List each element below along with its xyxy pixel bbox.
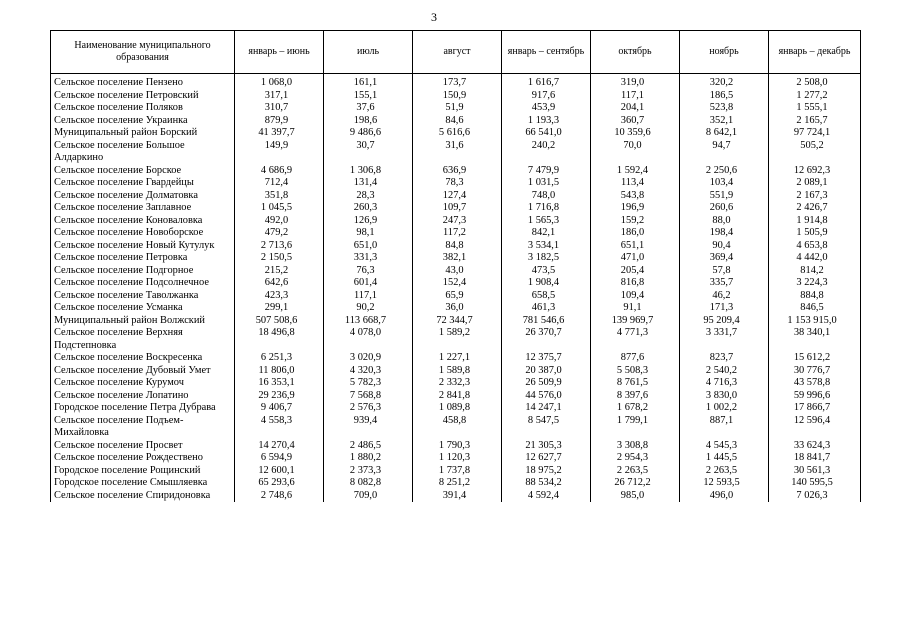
value-cell: 150,9 xyxy=(413,90,502,103)
value-cell: 391,4 xyxy=(413,490,502,503)
value-cell: 4 545,3 xyxy=(680,440,769,453)
value-cell: 712,4 xyxy=(235,177,324,190)
value-cell: 117,1 xyxy=(324,290,413,303)
value-cell: 917,6 xyxy=(502,90,591,103)
municipality-name-cell: Сельское поселение Усманка xyxy=(51,302,235,315)
value-cell: 884,8 xyxy=(769,290,861,303)
municipality-name-cell: Сельское поселение Петровка xyxy=(51,252,235,265)
table-row xyxy=(51,177,861,190)
table-row xyxy=(51,490,861,503)
value-cell: 382,1 xyxy=(413,252,502,265)
value-cell: 2 713,6 xyxy=(235,240,324,253)
value-cell: 70,0 xyxy=(591,140,680,165)
header-period-column: ноябрь xyxy=(680,31,769,74)
value-cell: 4 716,3 xyxy=(680,377,769,390)
value-cell: 3 020,9 xyxy=(324,352,413,365)
value-cell: 90,2 xyxy=(324,302,413,315)
value-cell: 3 224,3 xyxy=(769,277,861,290)
value-cell: 2 508,0 xyxy=(769,74,861,90)
value-cell: 2 576,3 xyxy=(324,402,413,415)
value-cell: 2 263,5 xyxy=(680,465,769,478)
table-row xyxy=(51,215,861,228)
value-cell: 173,7 xyxy=(413,74,502,90)
municipality-name-cell: Сельское поселение Долматовка xyxy=(51,190,235,203)
value-cell: 453,9 xyxy=(502,102,591,115)
value-cell: 155,1 xyxy=(324,90,413,103)
value-cell: 1 914,8 xyxy=(769,215,861,228)
value-cell: 2 841,8 xyxy=(413,390,502,403)
value-cell: 4 653,8 xyxy=(769,240,861,253)
value-cell: 2 089,1 xyxy=(769,177,861,190)
value-cell: 8 642,1 xyxy=(680,127,769,140)
value-cell: 319,0 xyxy=(591,74,680,90)
value-cell: 12 692,3 xyxy=(769,165,861,178)
value-cell: 30 561,3 xyxy=(769,465,861,478)
header-row xyxy=(51,31,861,74)
table-body xyxy=(51,74,861,503)
value-cell: 109,4 xyxy=(591,290,680,303)
value-cell: 159,2 xyxy=(591,215,680,228)
value-cell: 17 866,7 xyxy=(769,402,861,415)
value-cell: 2 373,3 xyxy=(324,465,413,478)
value-cell: 6 594,9 xyxy=(235,452,324,465)
value-cell: 12 627,7 xyxy=(502,452,591,465)
municipality-name-cell: Сельское поселение Рождествено xyxy=(51,452,235,465)
value-cell: 20 387,0 xyxy=(502,365,591,378)
municipality-name-cell: Сельское поселение Новоборское xyxy=(51,227,235,240)
value-cell: 57,8 xyxy=(680,265,769,278)
value-cell: 161,1 xyxy=(324,74,413,90)
value-cell: 95 209,4 xyxy=(680,315,769,328)
municipality-name-cell: Сельское поселение Курумоч xyxy=(51,377,235,390)
value-cell: 1 445,5 xyxy=(680,452,769,465)
value-cell: 331,3 xyxy=(324,252,413,265)
value-cell: 8 761,5 xyxy=(591,377,680,390)
value-cell: 29 236,9 xyxy=(235,390,324,403)
value-cell: 94,7 xyxy=(680,140,769,165)
table-row xyxy=(51,90,861,103)
value-cell: 887,1 xyxy=(680,415,769,440)
value-cell: 2 954,3 xyxy=(591,452,680,465)
value-cell: 335,7 xyxy=(680,277,769,290)
table-row xyxy=(51,127,861,140)
value-cell: 2 748,6 xyxy=(235,490,324,503)
value-cell: 2 332,3 xyxy=(413,377,502,390)
value-cell: 781 546,6 xyxy=(502,315,591,328)
value-cell: 2 486,5 xyxy=(324,440,413,453)
value-cell: 127,4 xyxy=(413,190,502,203)
value-cell: 6 251,3 xyxy=(235,352,324,365)
value-cell: 877,6 xyxy=(591,352,680,365)
table-row xyxy=(51,477,861,490)
value-cell: 8 251,2 xyxy=(413,477,502,490)
table-row xyxy=(51,227,861,240)
value-cell: 299,1 xyxy=(235,302,324,315)
value-cell: 30 776,7 xyxy=(769,365,861,378)
value-cell: 1 227,1 xyxy=(413,352,502,365)
value-cell: 90,4 xyxy=(680,240,769,253)
value-cell: 369,4 xyxy=(680,252,769,265)
value-cell: 109,7 xyxy=(413,202,502,215)
value-cell: 310,7 xyxy=(235,102,324,115)
value-cell: 2 165,7 xyxy=(769,115,861,128)
value-cell: 97 724,1 xyxy=(769,127,861,140)
value-cell: 2 150,5 xyxy=(235,252,324,265)
header-period-column: октябрь xyxy=(591,31,680,74)
value-cell: 473,5 xyxy=(502,265,591,278)
municipality-name-cell: Сельское поселение Подсолнечное xyxy=(51,277,235,290)
value-cell: 18 841,7 xyxy=(769,452,861,465)
header-period-column: июль xyxy=(324,31,413,74)
municipality-name-cell: Сельское поселение Лопатино xyxy=(51,390,235,403)
value-cell: 317,1 xyxy=(235,90,324,103)
value-cell: 16 353,1 xyxy=(235,377,324,390)
value-cell: 59 996,6 xyxy=(769,390,861,403)
municipality-name-cell: Сельское поселение Заплавное xyxy=(51,202,235,215)
value-cell: 1 565,3 xyxy=(502,215,591,228)
value-cell: 458,8 xyxy=(413,415,502,440)
municipality-name-cell: Сельское поселение Воскресенка xyxy=(51,352,235,365)
value-cell: 30,7 xyxy=(324,140,413,165)
value-cell: 5 782,3 xyxy=(324,377,413,390)
value-cell: 985,0 xyxy=(591,490,680,503)
municipality-name-cell: Сельское поселение Просвет xyxy=(51,440,235,453)
value-cell: 7 026,3 xyxy=(769,490,861,503)
value-cell: 423,3 xyxy=(235,290,324,303)
value-cell: 113,4 xyxy=(591,177,680,190)
value-cell: 4 078,0 xyxy=(324,327,413,352)
value-cell: 43,0 xyxy=(413,265,502,278)
value-cell: 642,6 xyxy=(235,277,324,290)
municipality-name-cell: Сельское поселение Украинка xyxy=(51,115,235,128)
value-cell: 1 120,3 xyxy=(413,452,502,465)
value-cell: 36,0 xyxy=(413,302,502,315)
value-cell: 41 397,7 xyxy=(235,127,324,140)
value-cell: 1 737,8 xyxy=(413,465,502,478)
value-cell: 46,2 xyxy=(680,290,769,303)
table-row xyxy=(51,452,861,465)
value-cell: 814,2 xyxy=(769,265,861,278)
value-cell: 351,8 xyxy=(235,190,324,203)
value-cell: 18 975,2 xyxy=(502,465,591,478)
table-row xyxy=(51,315,861,328)
municipality-name-cell: Муниципальный район Борский xyxy=(51,127,235,140)
value-cell: 12 375,7 xyxy=(502,352,591,365)
value-cell: 1 592,4 xyxy=(591,165,680,178)
value-cell: 1 616,7 xyxy=(502,74,591,90)
value-cell: 84,6 xyxy=(413,115,502,128)
value-cell: 31,6 xyxy=(413,140,502,165)
table-header xyxy=(51,31,861,74)
header-name-column: Наименование муниципального образования xyxy=(51,31,235,74)
table-row xyxy=(51,265,861,278)
value-cell: 4 686,9 xyxy=(235,165,324,178)
municipality-name-cell: Сельское поселение Петровский xyxy=(51,90,235,103)
value-cell: 5 616,6 xyxy=(413,127,502,140)
value-cell: 636,9 xyxy=(413,165,502,178)
value-cell: 51,9 xyxy=(413,102,502,115)
value-cell: 3 308,8 xyxy=(591,440,680,453)
value-cell: 4 320,3 xyxy=(324,365,413,378)
value-cell: 247,3 xyxy=(413,215,502,228)
value-cell: 117,2 xyxy=(413,227,502,240)
value-cell: 939,4 xyxy=(324,415,413,440)
table-row xyxy=(51,202,861,215)
value-cell: 117,1 xyxy=(591,90,680,103)
municipality-name-cell: Муниципальный район Волжский xyxy=(51,315,235,328)
table-row xyxy=(51,115,861,128)
value-cell: 1 555,1 xyxy=(769,102,861,115)
value-cell: 11 806,0 xyxy=(235,365,324,378)
value-cell: 4 558,3 xyxy=(235,415,324,440)
municipality-name-cell: Сельское поселение Пензено xyxy=(51,74,235,90)
value-cell: 3 182,5 xyxy=(502,252,591,265)
value-cell: 846,5 xyxy=(769,302,861,315)
value-cell: 38 340,1 xyxy=(769,327,861,352)
value-cell: 72 344,7 xyxy=(413,315,502,328)
value-cell: 1 031,5 xyxy=(502,177,591,190)
table-row xyxy=(51,290,861,303)
value-cell: 171,3 xyxy=(680,302,769,315)
value-cell: 7 479,9 xyxy=(502,165,591,178)
value-cell: 198,4 xyxy=(680,227,769,240)
value-cell: 186,5 xyxy=(680,90,769,103)
value-cell: 2 250,6 xyxy=(680,165,769,178)
table-row xyxy=(51,252,861,265)
value-cell: 1 799,1 xyxy=(591,415,680,440)
table-row xyxy=(51,327,861,352)
table-row xyxy=(51,365,861,378)
value-cell: 1 089,8 xyxy=(413,402,502,415)
value-cell: 1 790,3 xyxy=(413,440,502,453)
value-cell: 131,4 xyxy=(324,177,413,190)
municipality-name-cell: Сельское поселение Коноваловка xyxy=(51,215,235,228)
table-row xyxy=(51,190,861,203)
value-cell: 149,9 xyxy=(235,140,324,165)
municipality-name-cell: Сельское поселение Верхняя Подстепновка xyxy=(51,327,235,352)
value-cell: 9 486,6 xyxy=(324,127,413,140)
table-row xyxy=(51,402,861,415)
value-cell: 496,0 xyxy=(680,490,769,503)
value-cell: 65 293,6 xyxy=(235,477,324,490)
value-cell: 126,9 xyxy=(324,215,413,228)
value-cell: 10 359,6 xyxy=(591,127,680,140)
value-cell: 842,1 xyxy=(502,227,591,240)
value-cell: 78,3 xyxy=(413,177,502,190)
value-cell: 7 568,8 xyxy=(324,390,413,403)
header-period-column: август xyxy=(413,31,502,74)
table-row xyxy=(51,102,861,115)
value-cell: 140 595,5 xyxy=(769,477,861,490)
header-period-column: январь – сентябрь xyxy=(502,31,591,74)
value-cell: 196,9 xyxy=(591,202,680,215)
value-cell: 33 624,3 xyxy=(769,440,861,453)
municipality-name-cell: Сельское поселение Новый Кутулук xyxy=(51,240,235,253)
value-cell: 1 002,2 xyxy=(680,402,769,415)
header-period-column: январь – июнь xyxy=(235,31,324,74)
data-table xyxy=(50,30,861,502)
value-cell: 88,0 xyxy=(680,215,769,228)
value-cell: 879,9 xyxy=(235,115,324,128)
value-cell: 186,0 xyxy=(591,227,680,240)
municipality-name-cell: Городское поселение Рощинский xyxy=(51,465,235,478)
value-cell: 352,1 xyxy=(680,115,769,128)
value-cell: 2 540,2 xyxy=(680,365,769,378)
municipality-name-cell: Сельское поселение Поляков xyxy=(51,102,235,115)
table-row xyxy=(51,240,861,253)
value-cell: 1 153 915,0 xyxy=(769,315,861,328)
value-cell: 28,3 xyxy=(324,190,413,203)
municipality-name-cell: Городское поселение Смышляевка xyxy=(51,477,235,490)
value-cell: 12 593,5 xyxy=(680,477,769,490)
municipality-name-cell: Сельское поселение Дубовый Умет xyxy=(51,365,235,378)
value-cell: 1 306,8 xyxy=(324,165,413,178)
value-cell: 215,2 xyxy=(235,265,324,278)
table-row xyxy=(51,140,861,165)
value-cell: 601,4 xyxy=(324,277,413,290)
value-cell: 551,9 xyxy=(680,190,769,203)
value-cell: 1 678,2 xyxy=(591,402,680,415)
table-row xyxy=(51,465,861,478)
value-cell: 198,6 xyxy=(324,115,413,128)
value-cell: 4 442,0 xyxy=(769,252,861,265)
value-cell: 91,1 xyxy=(591,302,680,315)
value-cell: 748,0 xyxy=(502,190,591,203)
value-cell: 3 830,0 xyxy=(680,390,769,403)
value-cell: 507 508,6 xyxy=(235,315,324,328)
value-cell: 1 193,3 xyxy=(502,115,591,128)
municipality-name-cell: Сельское поселение Большое Алдаркино xyxy=(51,140,235,165)
value-cell: 260,3 xyxy=(324,202,413,215)
value-cell: 1 068,0 xyxy=(235,74,324,90)
table-row xyxy=(51,377,861,390)
value-cell: 320,2 xyxy=(680,74,769,90)
table-row xyxy=(51,415,861,440)
value-cell: 3 534,1 xyxy=(502,240,591,253)
value-cell: 260,6 xyxy=(680,202,769,215)
value-cell: 98,1 xyxy=(324,227,413,240)
value-cell: 1 045,5 xyxy=(235,202,324,215)
value-cell: 505,2 xyxy=(769,140,861,165)
value-cell: 26 370,7 xyxy=(502,327,591,352)
municipality-name-cell: Городское поселение Петра Дубрава xyxy=(51,402,235,415)
value-cell: 816,8 xyxy=(591,277,680,290)
value-cell: 1 277,2 xyxy=(769,90,861,103)
value-cell: 543,8 xyxy=(591,190,680,203)
value-cell: 113 668,7 xyxy=(324,315,413,328)
value-cell: 15 612,2 xyxy=(769,352,861,365)
value-cell: 37,6 xyxy=(324,102,413,115)
value-cell: 84,8 xyxy=(413,240,502,253)
value-cell: 1 880,2 xyxy=(324,452,413,465)
value-cell: 658,5 xyxy=(502,290,591,303)
value-cell: 26 509,9 xyxy=(502,377,591,390)
value-cell: 14 270,4 xyxy=(235,440,324,453)
value-cell: 1 716,8 xyxy=(502,202,591,215)
table-row xyxy=(51,74,861,90)
value-cell: 2 426,7 xyxy=(769,202,861,215)
value-cell: 18 496,8 xyxy=(235,327,324,352)
value-cell: 8 547,5 xyxy=(502,415,591,440)
value-cell: 360,7 xyxy=(591,115,680,128)
value-cell: 8 397,6 xyxy=(591,390,680,403)
value-cell: 1 589,8 xyxy=(413,365,502,378)
value-cell: 9 406,7 xyxy=(235,402,324,415)
value-cell: 3 331,7 xyxy=(680,327,769,352)
value-cell: 1 505,9 xyxy=(769,227,861,240)
value-cell: 1 589,2 xyxy=(413,327,502,352)
value-cell: 152,4 xyxy=(413,277,502,290)
value-cell: 5 508,3 xyxy=(591,365,680,378)
municipality-name-cell: Сельское поселение Спиридоновка xyxy=(51,490,235,503)
page-number: 3 xyxy=(431,10,437,24)
value-cell: 26 712,2 xyxy=(591,477,680,490)
value-cell: 76,3 xyxy=(324,265,413,278)
value-cell: 823,7 xyxy=(680,352,769,365)
value-cell: 240,2 xyxy=(502,140,591,165)
value-cell: 2 263,5 xyxy=(591,465,680,478)
value-cell: 461,3 xyxy=(502,302,591,315)
value-cell: 65,9 xyxy=(413,290,502,303)
municipality-name-cell: Сельское поселение Борское xyxy=(51,165,235,178)
value-cell: 8 082,8 xyxy=(324,477,413,490)
value-cell: 651,1 xyxy=(591,240,680,253)
value-cell: 12 600,1 xyxy=(235,465,324,478)
municipality-name-cell: Сельское поселение Подгорное xyxy=(51,265,235,278)
value-cell: 205,4 xyxy=(591,265,680,278)
value-cell: 21 305,3 xyxy=(502,440,591,453)
value-cell: 139 969,7 xyxy=(591,315,680,328)
value-cell: 204,1 xyxy=(591,102,680,115)
value-cell: 44 576,0 xyxy=(502,390,591,403)
value-cell: 492,0 xyxy=(235,215,324,228)
value-cell: 43 578,8 xyxy=(769,377,861,390)
value-cell: 709,0 xyxy=(324,490,413,503)
value-cell: 1 908,4 xyxy=(502,277,591,290)
value-cell: 4 592,4 xyxy=(502,490,591,503)
value-cell: 14 247,1 xyxy=(502,402,591,415)
header-period-column: январь – декабрь xyxy=(769,31,861,74)
value-cell: 88 534,2 xyxy=(502,477,591,490)
value-cell: 479,2 xyxy=(235,227,324,240)
municipality-name-cell: Сельское поселение Подъем-Михайловка xyxy=(51,415,235,440)
value-cell: 4 771,3 xyxy=(591,327,680,352)
table-row xyxy=(51,165,861,178)
municipality-name-cell: Сельское поселение Гвардейцы xyxy=(51,177,235,190)
value-cell: 471,0 xyxy=(591,252,680,265)
value-cell: 66 541,0 xyxy=(502,127,591,140)
value-cell: 651,0 xyxy=(324,240,413,253)
table-row xyxy=(51,352,861,365)
value-cell: 103,4 xyxy=(680,177,769,190)
value-cell: 12 596,4 xyxy=(769,415,861,440)
table-row xyxy=(51,390,861,403)
value-cell: 2 167,3 xyxy=(769,190,861,203)
table-row xyxy=(51,277,861,290)
municipality-name-cell: Сельское поселение Таволжанка xyxy=(51,290,235,303)
table-row xyxy=(51,302,861,315)
table-row xyxy=(51,440,861,453)
value-cell: 523,8 xyxy=(680,102,769,115)
